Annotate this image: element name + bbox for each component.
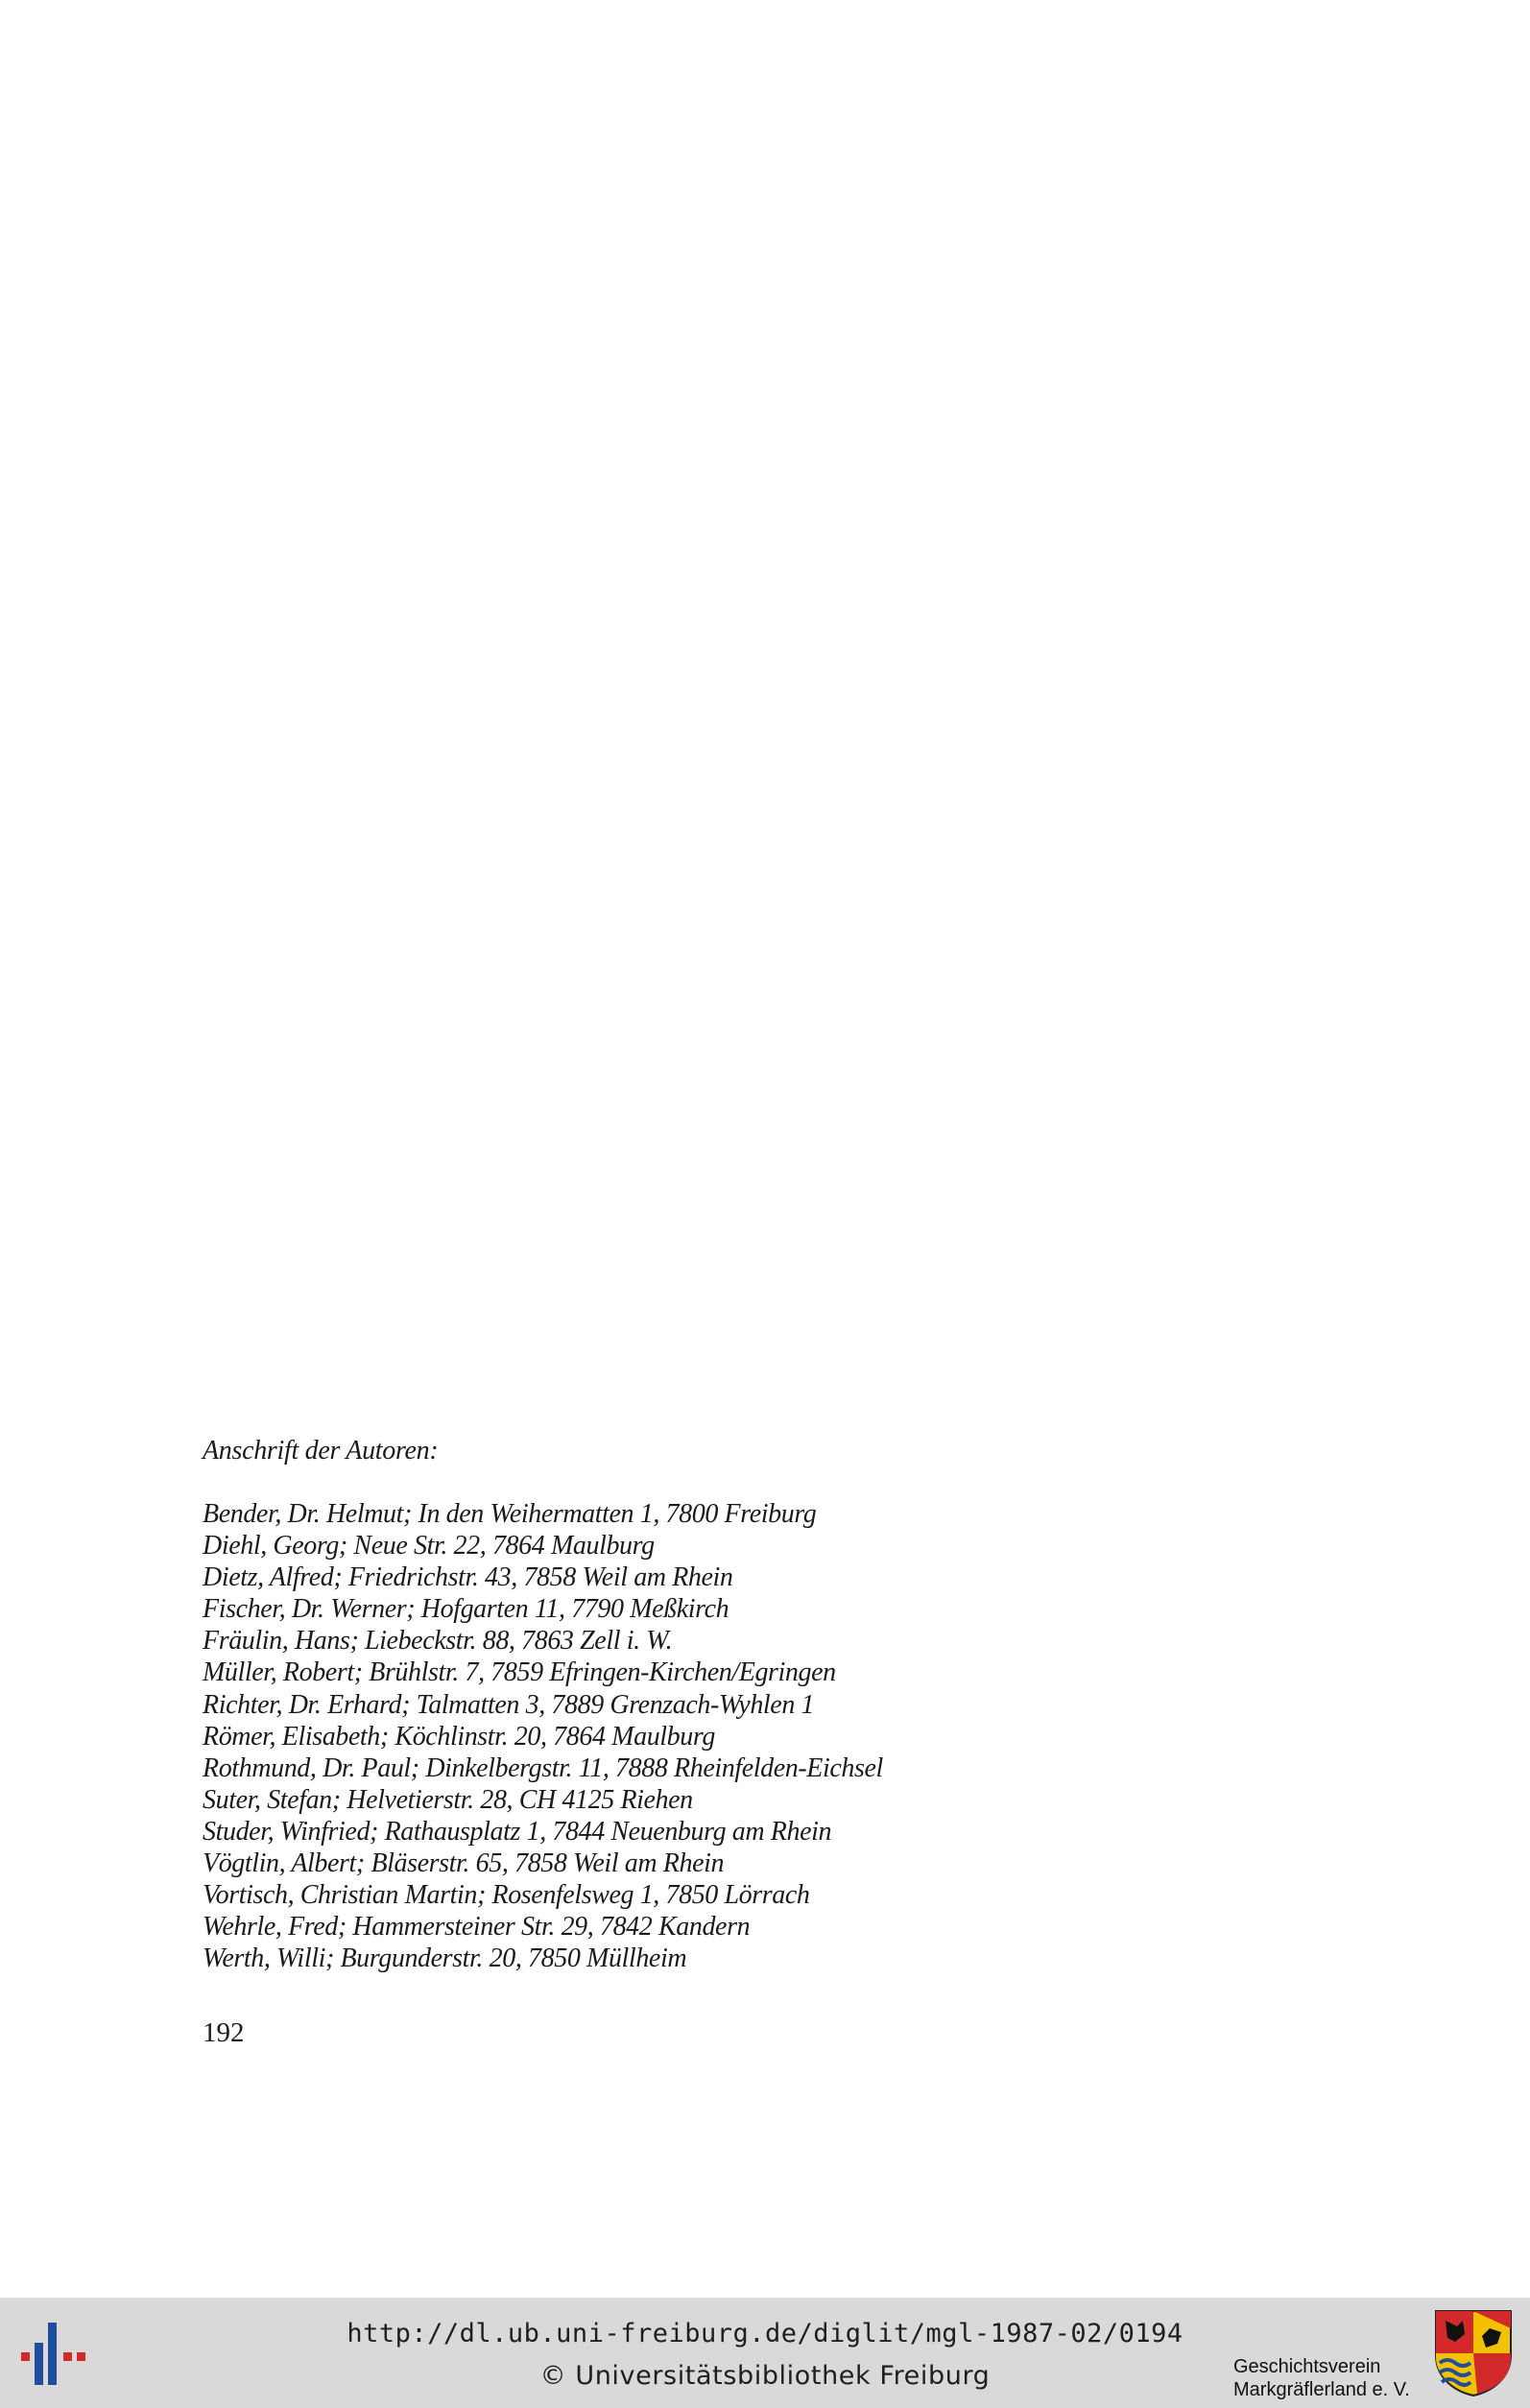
list-item: Bender, Dr. Helmut; In den Weihermatten 1, 7800 Freiburg	[203, 1499, 817, 1529]
society-name	[1233, 2355, 1410, 2401]
page-number: 192	[203, 2017, 245, 2048]
list-item: Wehrle, Fred; Hammersteiner Str. 29, 7842 Kandern	[203, 1912, 751, 1943]
list-item: Suter, Stefan; Helvetierstr. 28, CH 4125 Riehen	[203, 1784, 693, 1815]
list-item: Fräulin, Hans; Liebeckstr. 88, 7863 Zell i. W.	[203, 1626, 673, 1657]
society-line-2: Markgräflerland e. V.	[1233, 2379, 1410, 2400]
coat-of-arms-icon	[1434, 2309, 1513, 2397]
author-address-list	[203, 1498, 883, 1974]
society-line-1: Geschichtsverein	[1233, 2356, 1381, 2377]
list-item: Vortisch, Christian Martin; Rosenfelsweg 1, 7850 Lörrach	[203, 1880, 810, 1911]
copyright-notice: © Universitätsbibliothek Freiburg	[539, 2361, 991, 2391]
list-item: Werth, Willi; Burgunderstr. 20, 7850 Müllheim	[203, 1943, 687, 1974]
list-item: Richter, Dr. Erhard; Talmatten 3, 7889 Grenzach-Wyhlen 1	[203, 1689, 815, 1720]
permalink-url[interactable]: http://dl.ub.uni-freiburg.de/diglit/mgl-1987-02/0194	[347, 2319, 1183, 2348]
list-item: Diehl, Georg; Neue Str. 22, 7864 Maulburg	[203, 1531, 655, 1562]
list-item: Müller, Robert; Brühlstr. 7, 7859 Efringen-Kirchen/Egringen	[203, 1657, 836, 1688]
list-item: Dietz, Alfred; Friedrichstr. 43, 7858 Weil am Rhein	[203, 1562, 733, 1593]
list-item: Fischer, Dr. Werner; Hofgarten 11, 7790 Meßkirch	[203, 1594, 729, 1625]
list-item: Studer, Winfried; Rathausplatz 1, 7844 Neuenburg am Rhein	[203, 1816, 832, 1847]
list-item: Römer, Elisabeth; Köchlinstr. 20, 7864 Maulburg	[203, 1721, 715, 1752]
list-item: Vögtlin, Albert; Bläserstr. 65, 7858 Weil am Rhein	[203, 1848, 725, 1879]
list-item: Rothmund, Dr. Paul; Dinkelbergstr. 11, 7888 Rheinfelden-Eichsel	[203, 1752, 883, 1783]
authors-heading: Anschrift der Autoren:	[203, 1436, 439, 1466]
footer-bar	[0, 2298, 1530, 2408]
